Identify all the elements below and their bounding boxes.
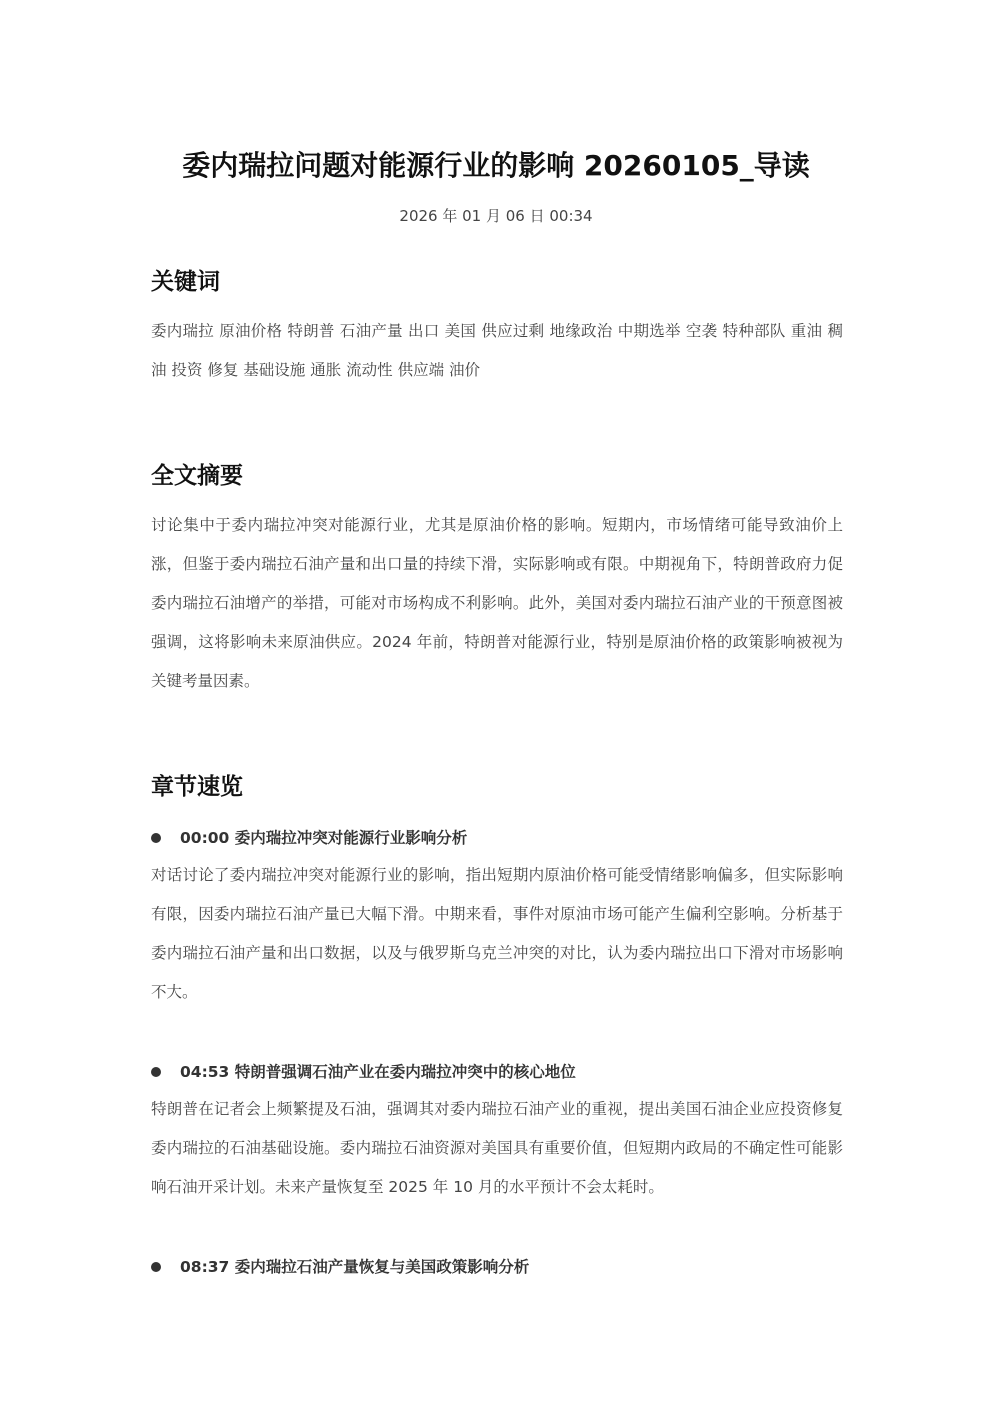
keywords-heading: 关键词 [151,269,220,295]
summary-heading: 全文摘要 [151,463,243,489]
summary-text: 讨论集中于委内瑞拉冲突对能源行业，尤其是原油价格的影响。短期内，市场情绪可能导致油价上涨，但鉴于委内瑞拉石油产量和出口量的持续下滑，实际影响或有限。中期视角下，特朗普政府力促委内瑞拉石油增产的举措，可能对市场构成不利影响。此外，美国对委内瑞拉石油产业的干预意图被强调，这将影响未来原油供应。2024 年前，特朗普对能源行业，特别是原油价格的政策影响被视为关键考量因素。 [151,516,843,690]
chapter-title-2 [180,1060,576,1084]
document-date: 2026 年 01 月 06 日 00:34 [399,207,593,225]
chapter-title-3 [180,1255,529,1279]
bullet-icon [151,833,161,843]
chapter-title-text: 委内瑞拉石油产量恢复与美国政策影响分析 [234,1258,530,1276]
chapter-item-2 [151,1060,843,1084]
chapter-title-1 [180,826,467,850]
chapter-title-text: 特朗普强调石油产业在委内瑞拉冲突中的核心地位 [234,1063,576,1081]
chapter-text-2: 特朗普在记者会上频繁提及石油，强调其对委内瑞拉石油产业的重视，提出美国石油企业应投资修复委内瑞拉的石油基础设施。委内瑞拉石油资源对美国具有重要价值，但短期内政局的不确定性可能影响石油开采计划。未来产量恢复至 2025 年 10 月的水平预计不会太耗时。 [151,1100,843,1196]
bullet-icon [151,1067,161,1077]
chapter-time: 08:37 [180,1258,230,1276]
chapter-title-text: 委内瑞拉冲突对能源行业影响分析 [234,829,468,847]
chapter-item-1 [151,826,843,850]
chapter-item-3 [151,1255,843,1279]
keywords-text: 委内瑞拉 原油价格 特朗普 石油产量 出口 美国 供应过剩 地缘政治 中期选举 空袭 特种部队 重油 稠油 投资 修复 基础设施 通胀 流动性 供应端 油价 [151,322,843,379]
chapter-time: 04:53 [180,1063,230,1081]
chapter-text-1: 对话讨论了委内瑞拉冲突对能源行业的影响，指出短期内原油价格可能受情绪影响偏多，但实际影响有限，因委内瑞拉石油产量已大幅下滑。中期来看，事件对原油市场可能产生偏利空影响。分析基于委内瑞拉石油产量和出口数据，以及与俄罗斯乌克兰冲突的对比，认为委内瑞拉出口下滑对市场影响不大。 [151,866,843,1001]
chapter-time: 00:00 [180,829,230,847]
bullet-icon [151,1262,161,1272]
chapters-heading: 章节速览 [151,774,243,800]
document-title: 委内瑞拉问题对能源行业的影响 20260105_导读 [182,149,810,182]
